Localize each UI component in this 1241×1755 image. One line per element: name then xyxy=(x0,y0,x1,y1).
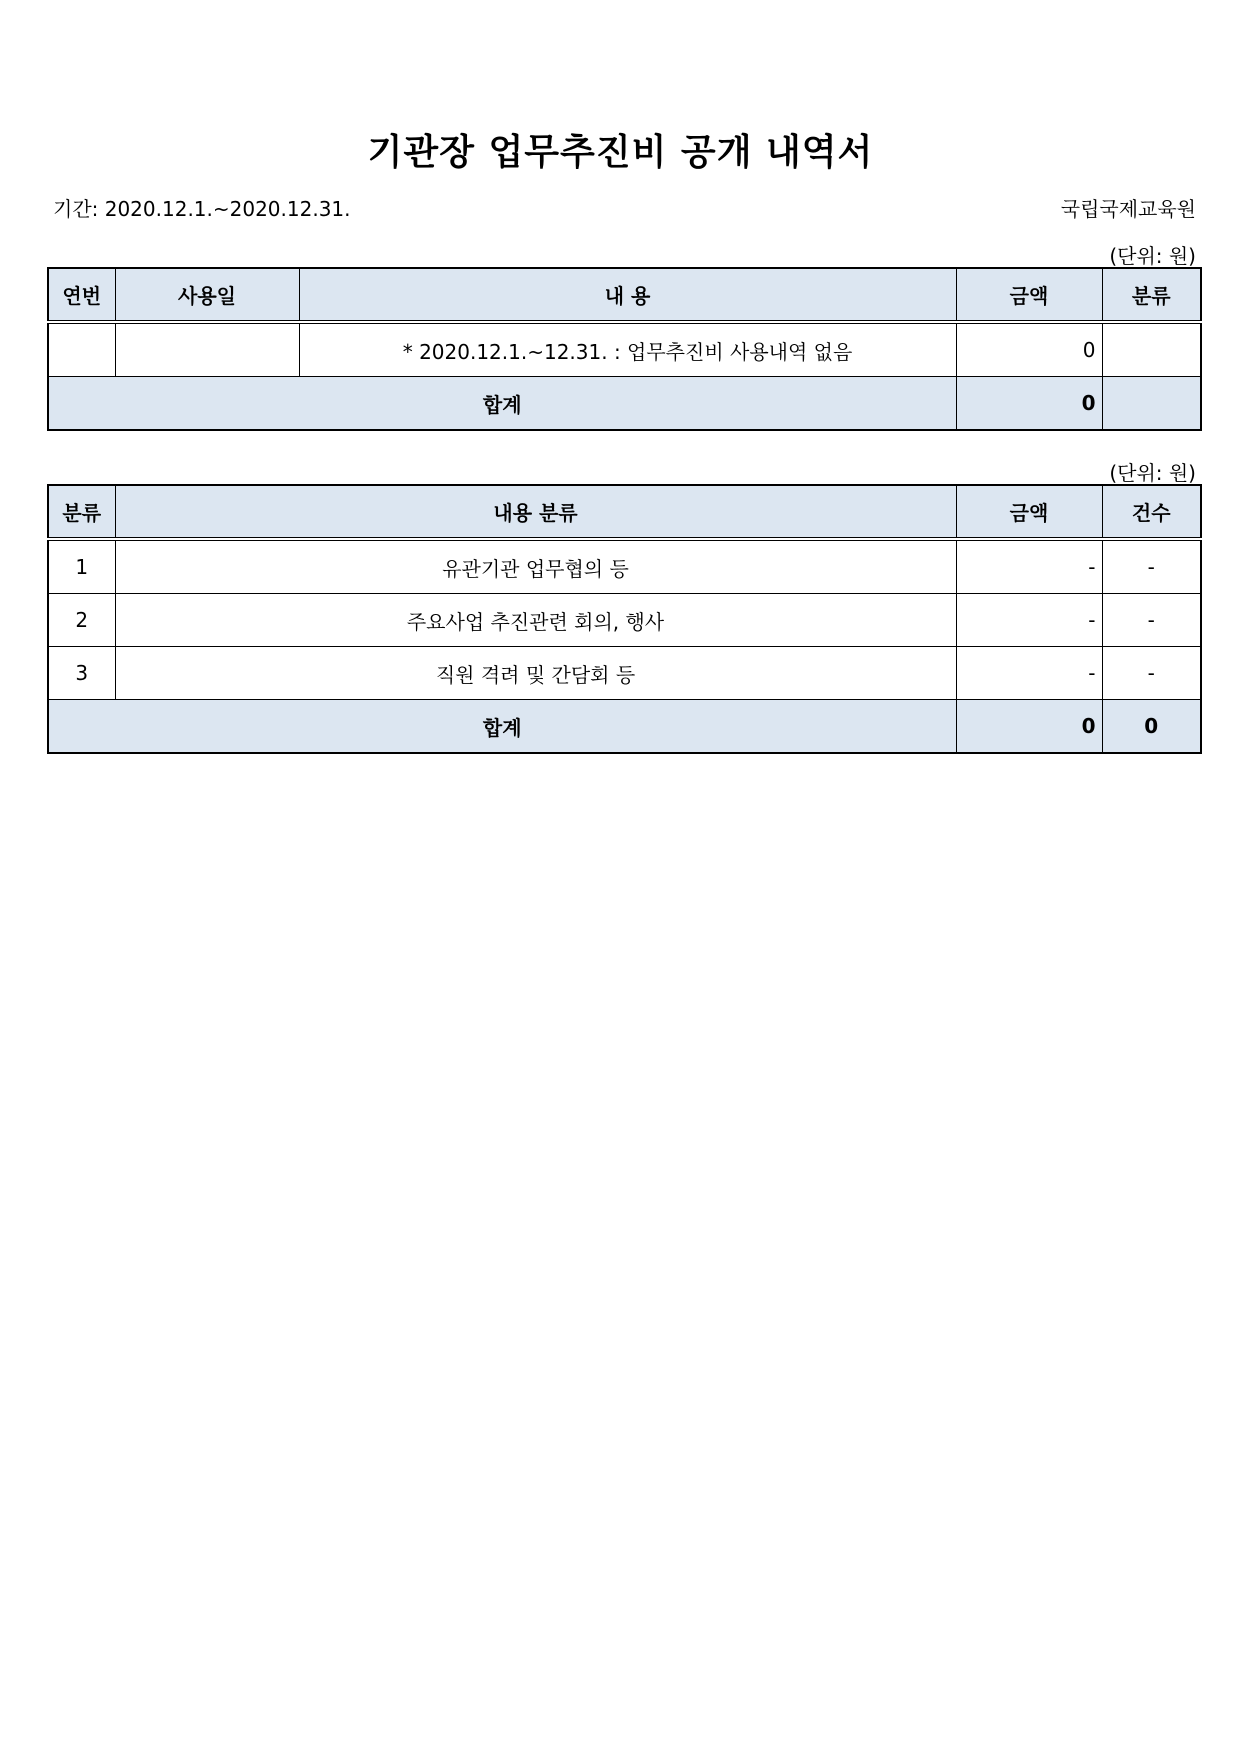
row-content: 직원 격려 및 간담회 등 xyxy=(115,647,956,700)
header-category-no: 분류 xyxy=(48,485,115,539)
expense-table xyxy=(47,267,1202,431)
row-count: - xyxy=(1102,594,1201,647)
header-category-content: 내용 분류 xyxy=(115,485,956,539)
row-category xyxy=(1102,322,1201,377)
row-date xyxy=(115,322,299,377)
header-count: 건수 xyxy=(1102,485,1201,539)
table-header-row xyxy=(48,485,1201,539)
row-count: - xyxy=(1102,539,1201,594)
total-category xyxy=(1102,377,1201,431)
period-text: 기간: 2020.12.1.~2020.12.31. xyxy=(53,197,351,221)
header-no: 연번 xyxy=(48,268,115,322)
total-amount: 0 xyxy=(956,377,1102,431)
row-content: 유관기관 업무협의 등 xyxy=(115,539,956,594)
row-amount: - xyxy=(956,594,1102,647)
total-row xyxy=(48,700,1201,754)
row-amount: - xyxy=(956,539,1102,594)
category-summary-table xyxy=(47,484,1202,754)
row-content: 주요사업 추진관련 회의, 행사 xyxy=(115,594,956,647)
header-content: 내 용 xyxy=(299,268,956,322)
row-amount: 0 xyxy=(956,322,1102,377)
header-category: 분류 xyxy=(1102,268,1201,322)
total-label: 합계 xyxy=(48,700,956,754)
unit-label-2: (단위: 원) xyxy=(1109,461,1196,485)
total-label: 합계 xyxy=(48,377,956,431)
row-no xyxy=(48,322,115,377)
total-count: 0 xyxy=(1102,700,1201,754)
row-count: - xyxy=(1102,647,1201,700)
unit-label-1: (단위: 원) xyxy=(1109,244,1196,268)
table-row xyxy=(48,322,1201,377)
total-amount: 0 xyxy=(956,700,1102,754)
document-title: 기관장 업무추진비 공개 내역서 xyxy=(367,132,874,173)
row-no: 1 xyxy=(48,539,115,594)
row-amount: - xyxy=(956,647,1102,700)
header-amount: 금액 xyxy=(956,485,1102,539)
table-row xyxy=(48,539,1201,594)
header-date: 사용일 xyxy=(115,268,299,322)
header-amount: 금액 xyxy=(956,268,1102,322)
organization-name: 국립국제교육원 xyxy=(1060,197,1196,221)
table-row xyxy=(48,594,1201,647)
total-row xyxy=(48,377,1201,431)
row-content: * 2020.12.1.~12.31. : 업무추진비 사용내역 없음 xyxy=(299,322,956,377)
table-header-row xyxy=(48,268,1201,322)
row-no: 3 xyxy=(48,647,115,700)
table-row xyxy=(48,647,1201,700)
row-no: 2 xyxy=(48,594,115,647)
